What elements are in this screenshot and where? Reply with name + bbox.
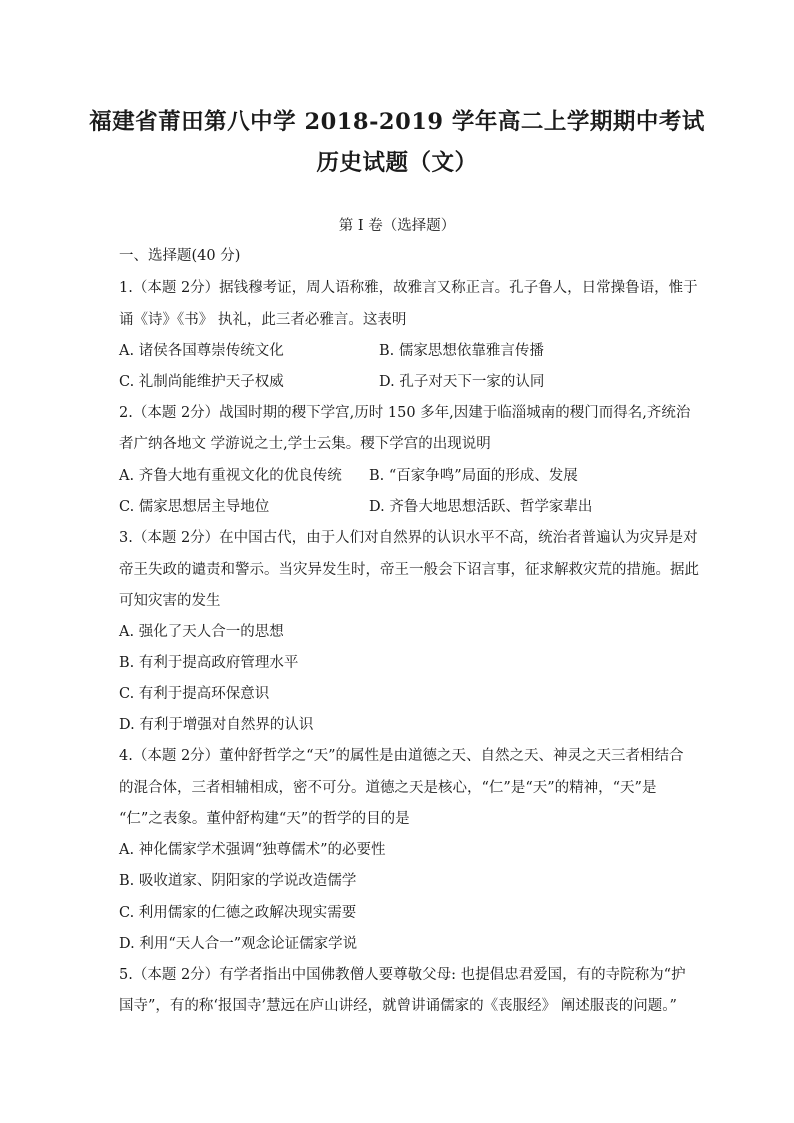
q3-option-b: B. 有利于提高政府管理水平 bbox=[119, 655, 299, 671]
q3-option-c: C. 有利于提高环保意识 bbox=[119, 686, 270, 702]
q1-option-d: D. 孔子对天下一家的认同 bbox=[379, 374, 545, 390]
q2-option-d: D. 齐鲁大地思想活跃、哲学家辈出 bbox=[369, 499, 593, 515]
q4-option-b: B. 吸收道家、阴阳家的学说改造儒学 bbox=[119, 873, 357, 889]
exam-subtitle: 历史试题（文） bbox=[316, 150, 478, 176]
q5-stem-line1: 5.（本题 2分）有学者指出中国佛教僧人要尊敬父母: 也提倡忠君爱国，有的寺院称为“护 bbox=[119, 967, 686, 983]
q3-stem-line1: 3.（本题 2分）在中国古代，由于人们对自然界的认识水平不高，统治者普遍认为灾异是对 bbox=[119, 530, 698, 546]
q4-option-a: A. 神化儒家学术强调“独尊儒术”的必要性 bbox=[119, 842, 386, 858]
q3-option-a: A. 强化了天人合一的思想 bbox=[119, 624, 284, 640]
q4-stem-line2: 的混合体，三者相辅相成，密不可分。道德之天是核心，“仁”是“天”的精神，“天”是 bbox=[119, 780, 657, 796]
q2-option-c: C. 儒家思想居主导地位 bbox=[119, 499, 270, 515]
q3-option-d: D. 有利于增强对自然界的认识 bbox=[119, 717, 314, 733]
section-heading: 一、选择题(40 分) bbox=[119, 248, 241, 264]
q4-option-c: C. 利用儒家的仁德之政解决现实需要 bbox=[119, 905, 357, 921]
q2-stem-line1: 2.（本题 2分）战国时期的稷下学宫,历时 150 多年,因建于临淄城南的稷门而得名,齐统治 bbox=[119, 405, 691, 421]
q1-stem-line1: 1.（本题 2分）据钱穆考证，周人语称雅，故雅言又称正言。孔子鲁人，日常操鲁语，惟于 bbox=[119, 280, 698, 296]
exam-title: 福建省莆田第八中学 2018-2019 学年高二上学期期中考试 bbox=[89, 109, 705, 135]
q4-stem-line3: “仁”之表象。董仲舒构建“天”的哲学的目的是 bbox=[119, 811, 410, 827]
q4-option-d: D. 利用“天人合一”观念论证儒家学说 bbox=[119, 936, 358, 952]
q1-stem-line2: 诵《诗》《书》 执礼，此三者必雅言。这表明 bbox=[119, 312, 407, 328]
q1-option-a: A. 诸侯各国尊崇传统文化 bbox=[119, 343, 284, 359]
q2-option-a: A. 齐鲁大地有重视文化的优良传统 bbox=[119, 468, 342, 484]
q2-option-b: B. “百家争鸣”局面的形成、发展 bbox=[369, 468, 578, 484]
part-heading: 第 I 卷（选择题） bbox=[338, 218, 456, 234]
q1-option-c: C. 礼制尚能维护天子权威 bbox=[119, 374, 284, 390]
q2-stem-line2: 者广纳各地文 学游说之士,学士云集。稷下学宫的出现说明 bbox=[119, 436, 491, 452]
q3-stem-line2: 帝王失政的谴责和警示。当灾异发生时，帝王一般会下诏言事，征求解救灾荒的措施。据此 bbox=[119, 562, 699, 578]
q5-stem-line2: 国寺”，有的称‘报国寺’慧远在庐山讲经，就曾讲诵儒家的《丧服经》 阐述服丧的问题。” bbox=[119, 998, 677, 1014]
q1-option-b: B. 儒家思想依靠雅言传播 bbox=[379, 343, 544, 359]
q3-stem-line3: 可知灾害的发生 bbox=[119, 593, 221, 609]
q4-stem-line1: 4.（本题 2分）董仲舒哲学之“天”的属性是由道德之天、自然之天、神灵之天三者相结合 bbox=[119, 748, 684, 764]
